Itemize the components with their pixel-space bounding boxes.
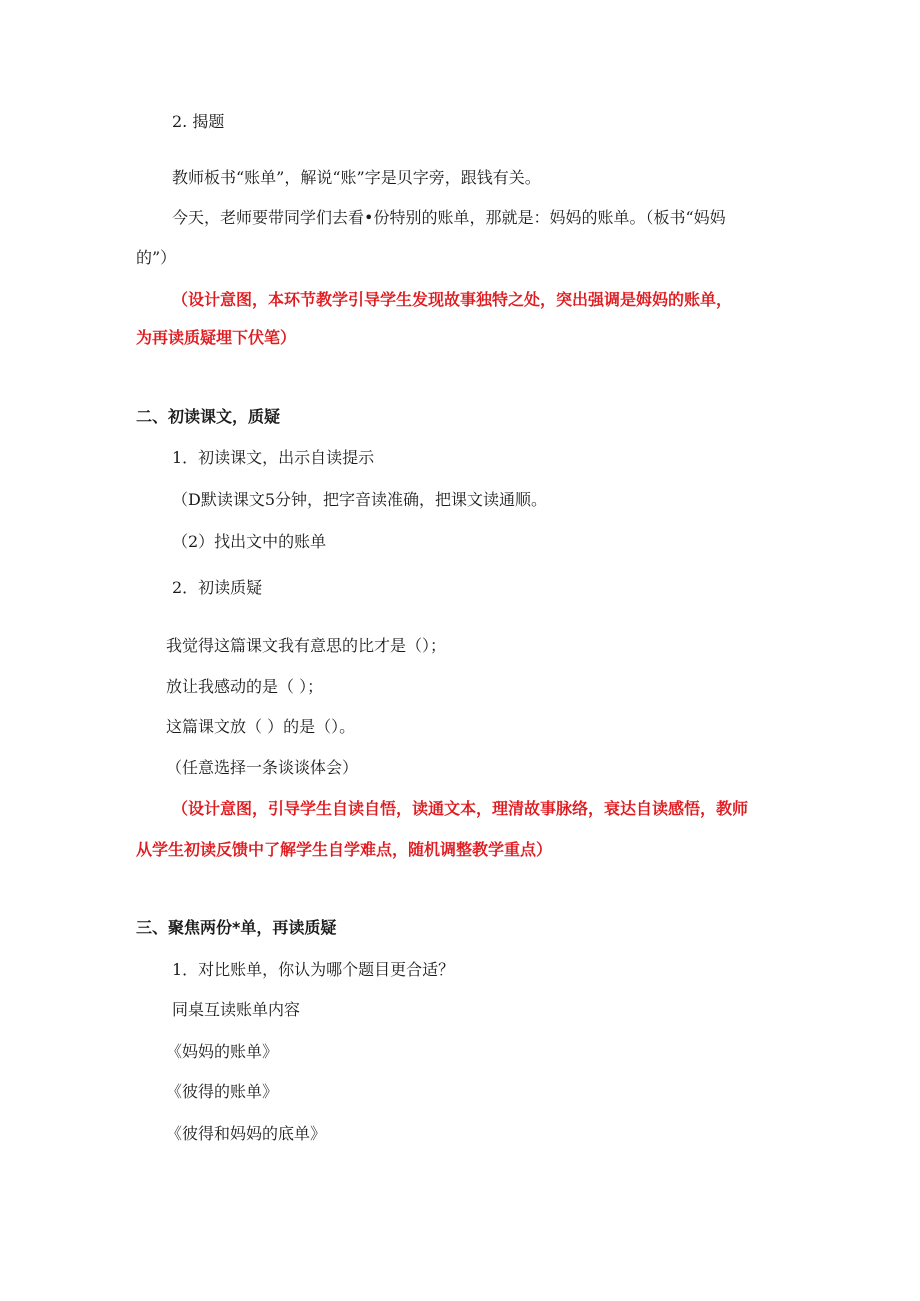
section-heading-first-reading: 二、初读课文，质疑 xyxy=(136,407,281,426)
item-first-reading: 1．初读课文，出示自读提示 xyxy=(172,448,375,467)
paragraph-board-writing: 教师板书“账单”，解说“账”字是贝字旁，跟钱有关。 xyxy=(172,168,541,187)
item-compare-bills: 1．对比账单，你认为哪个题目更合适？ xyxy=(172,960,455,979)
reading-tip-2: （2）找出文中的账单 xyxy=(172,532,327,551)
paragraph-today-line2: 的”） xyxy=(136,248,177,267)
design-intent-note-2-line2: 从学生初读反馈中了解学生自学难点，随机调整教学重点） xyxy=(136,840,553,859)
question-prompt-2: 放让我感动的是（ ）； xyxy=(166,677,324,696)
title-option-1: 《妈妈的账单》 xyxy=(166,1042,279,1061)
item-reveal-title: 2. 揭题 xyxy=(172,112,225,131)
partner-reading: 同桌互读账单内容 xyxy=(172,1000,301,1019)
reading-tip-1: （D默读课文5分钟，把字音读准确，把课文读通顺。 xyxy=(172,490,548,509)
design-intent-note-2-line1: （设计意图，引导学生自读自悟，读通文本，理清故事脉络，衰达自读感悟，教师 xyxy=(172,799,749,818)
title-option-2: 《彼得的账单》 xyxy=(166,1082,279,1101)
title-option-3: 《彼得和妈妈的底单》 xyxy=(166,1124,327,1143)
question-instruction: （任意选择一条谈谈体会） xyxy=(166,758,359,777)
question-prompt-1: 我觉得这篇课文我有意思的比才是（）； xyxy=(166,636,447,655)
item-first-questioning: 2．初读质疑 xyxy=(172,578,263,597)
design-intent-note-1-line2: 为再读质疑埋下伏笔） xyxy=(136,328,297,347)
section-heading-two-bills: 三、聚焦两份*单，再读质疑 xyxy=(136,918,337,937)
design-intent-note-1-line1: （设计意图，本环节教学引导学生发现故事独特之处，突出强调是姆妈的账单， xyxy=(172,290,733,309)
question-prompt-3: 这篇课文放（ ）的是（）。 xyxy=(166,717,356,736)
paragraph-today-line1: 今天，老师要带同学们去看•份特别的账单，那就是：妈妈的账单。（板书“妈妈 xyxy=(172,208,726,227)
